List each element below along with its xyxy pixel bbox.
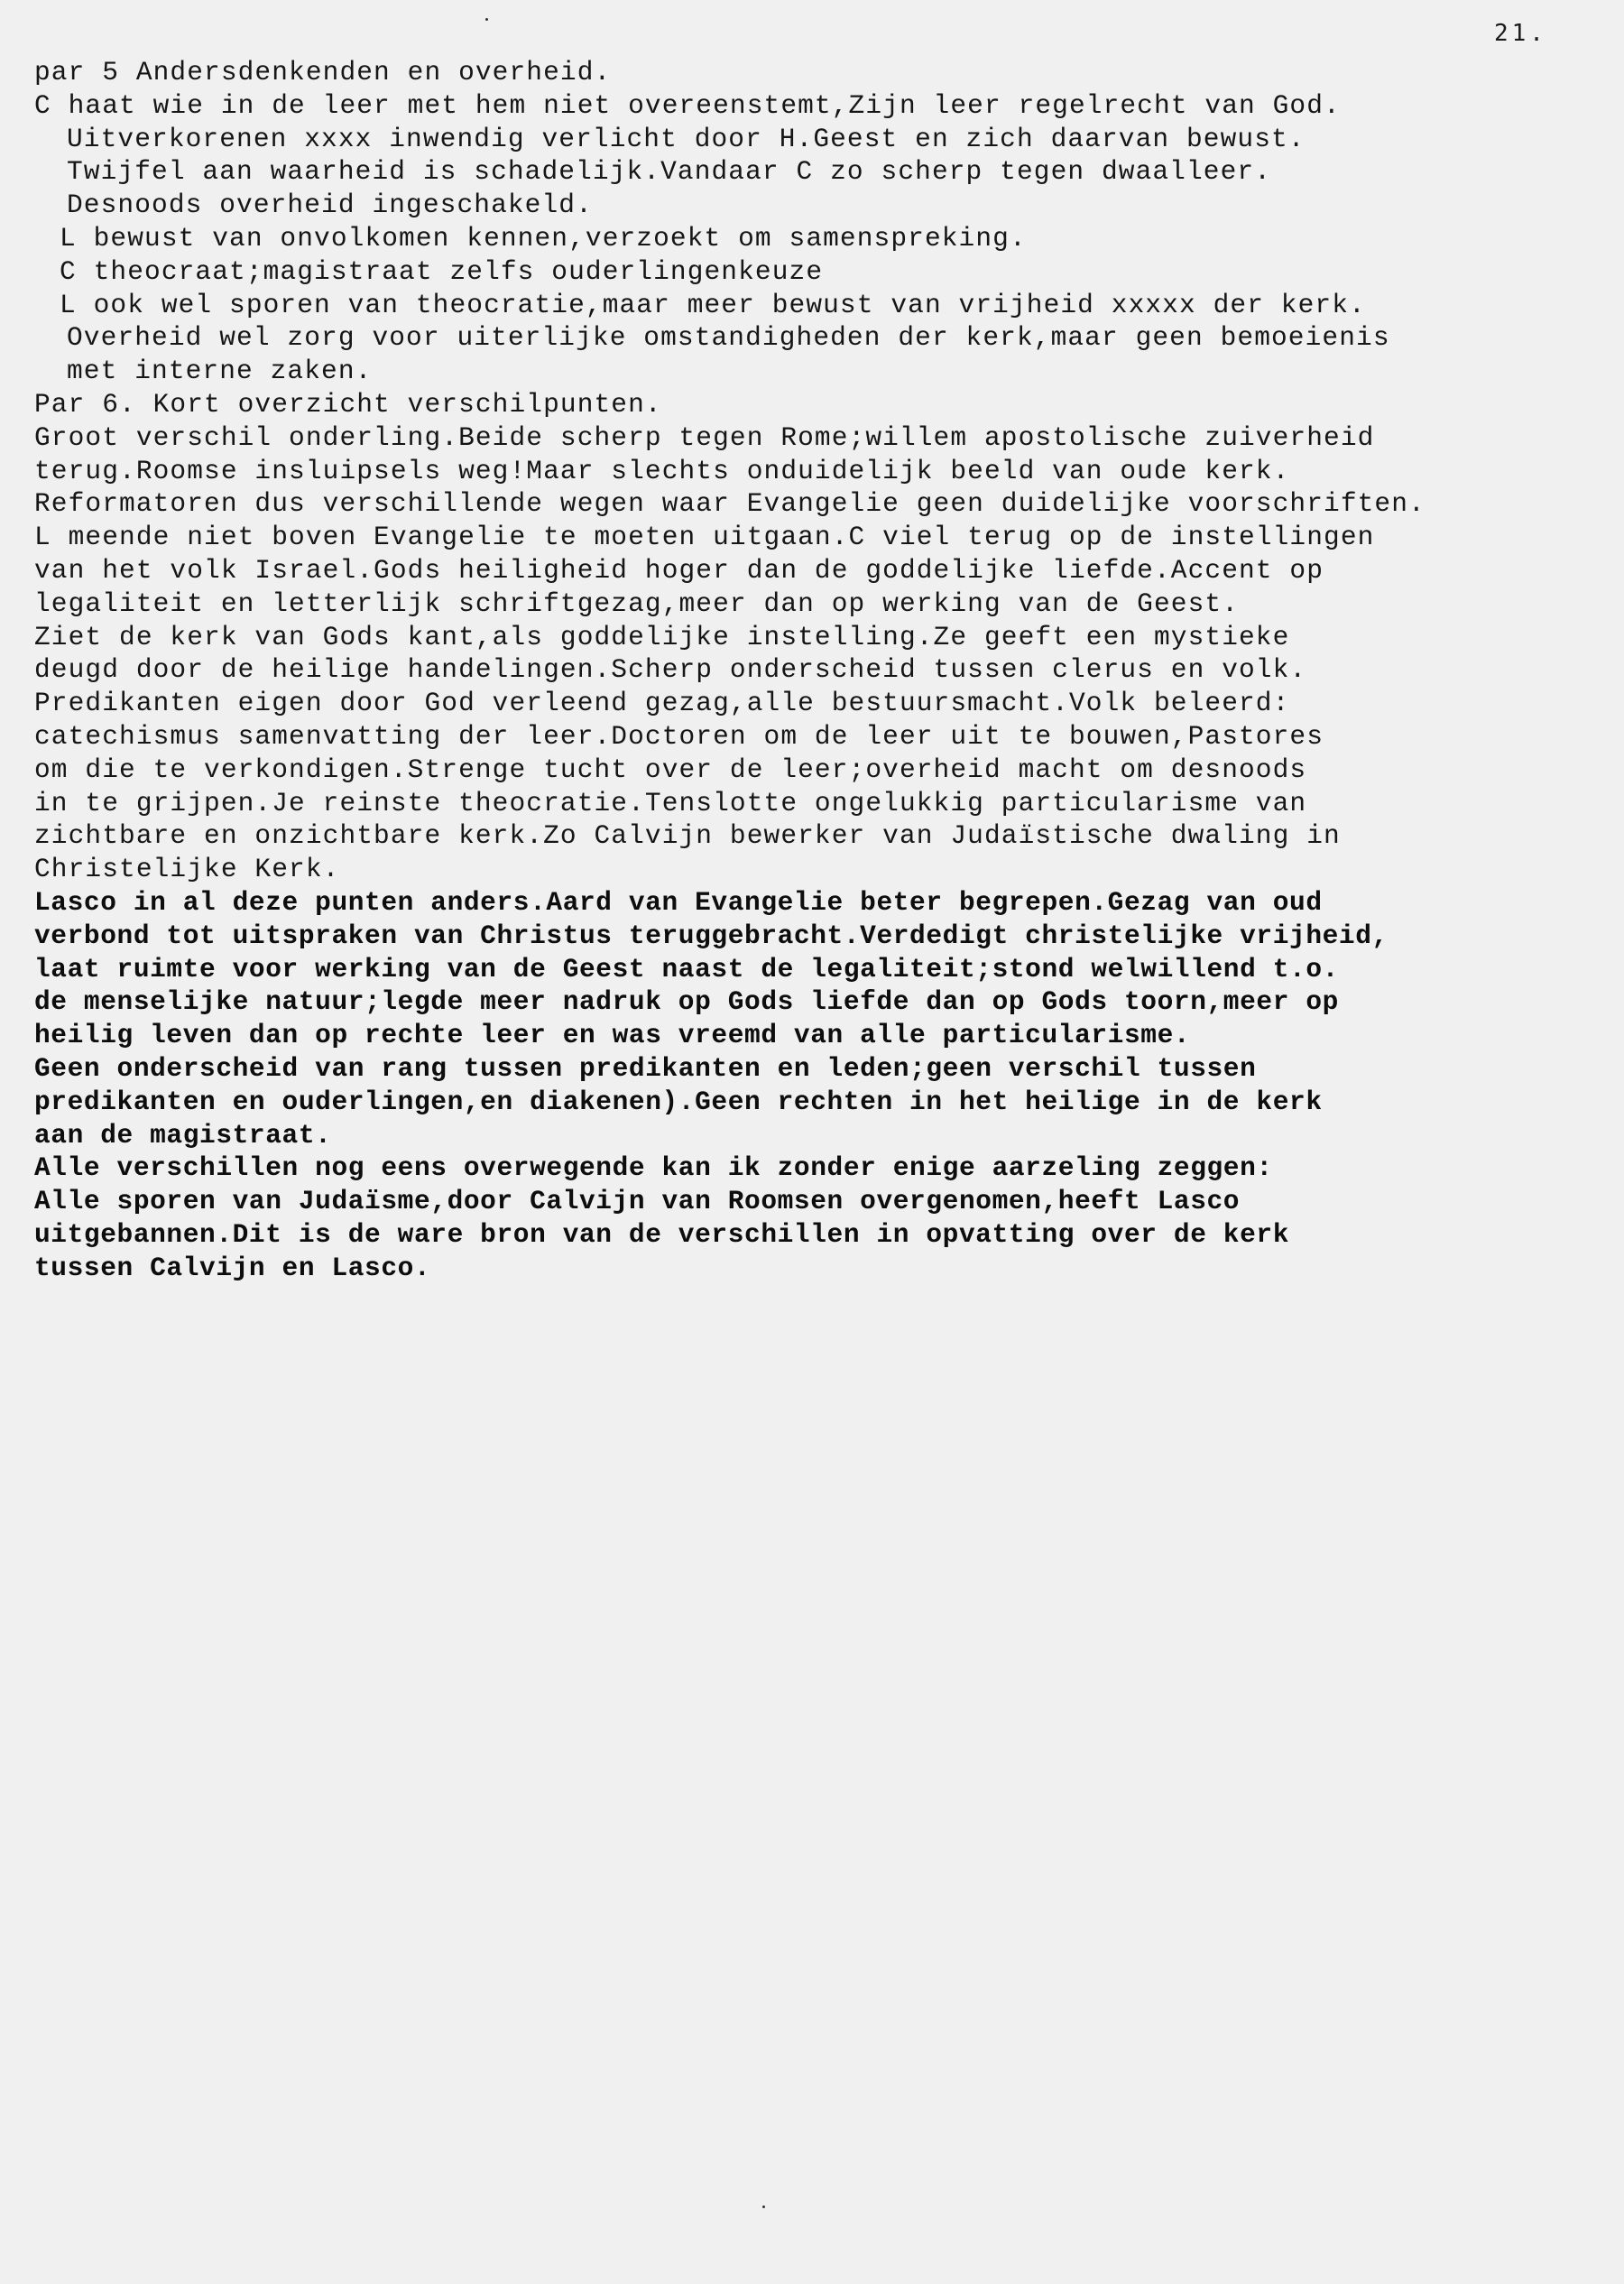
text-line: Predikanten eigen door God verleend gezag,alle bestuursmacht.Volk beleerd: bbox=[34, 688, 1290, 719]
page-number: 21. bbox=[1494, 20, 1547, 47]
text-line: Uitverkorenen xxxx inwendig verlicht door H.Geest en zich daarvan bewust. bbox=[67, 123, 1306, 154]
text-line: legaliteit en letterlijk schriftgezag,meer dan op werking van de Geest. bbox=[34, 587, 1240, 619]
text-line: van het volk Israel.Gods heiligheid hoger dan de goddelijke liefde.Accent op bbox=[34, 554, 1324, 586]
text-line: L meende niet boven Evangelie te moeten uitgaan.C viel terug op de instellingen bbox=[34, 522, 1375, 553]
text-line: Overheid wel zorg voor uiterlijke omstandigheden der kerk,maar geen bemoeienis bbox=[67, 322, 1390, 354]
text-line: deugd door de heilige handelingen.Scherp onderscheid tussen clerus en volk. bbox=[34, 654, 1307, 686]
section-heading: Par 6. Kort overzicht verschilpunten. bbox=[34, 388, 662, 420]
text-line: met interne zaken. bbox=[67, 356, 373, 387]
text-line: tussen Calvijn en Lasco. bbox=[34, 1252, 431, 1283]
text-line: Groot verschil onderling.Beide scherp tegen Rome;willem apostolische zuiverheid bbox=[34, 421, 1375, 453]
paper-speck bbox=[762, 2205, 765, 2208]
text-line: Geen onderscheid van rang tussen predikanten en leden;geen verschil tussen bbox=[34, 1052, 1257, 1084]
text-line: Lasco in al deze punten anders.Aard van Evangelie beter begrepen.Gezag van oud bbox=[34, 886, 1323, 918]
section-heading: par 5 Andersdenkenden en overheid. bbox=[34, 57, 612, 88]
text-line: Alle sporen van Judaïsme,door Calvijn van Roomsen overgenomen,heeft Lasco bbox=[34, 1186, 1241, 1217]
text-line: catechismus samenvatting der leer.Doctoren om de leer uit te bouwen,Pastores bbox=[34, 720, 1324, 752]
text-line: C haat wie in de leer met hem niet overeenstemt,Zijn leer regelrecht van God. bbox=[34, 89, 1341, 121]
text-line: L ook wel sporen van theocratie,maar meer bewust van vrijheid xxxxx der kerk. bbox=[60, 289, 1366, 320]
body-text bbox=[34, 56, 1604, 1284]
text-line: Ziet de kerk van Gods kant,als goddelijke instelling.Ze geeft een mystieke bbox=[34, 621, 1290, 652]
text-line: Desnoods overheid ingeschakeld. bbox=[67, 190, 593, 221]
paper-speck bbox=[485, 18, 488, 21]
text-line: in te grijpen.Je reinste theocratie.Tenslotte ongelukkig particularisme van bbox=[34, 787, 1307, 818]
text-line: predikanten en ouderlingen,en diakenen).Geen rechten in het heilige in de kerk bbox=[34, 1086, 1323, 1117]
text-line: uitgebannen.Dit is de ware bron van de verschillen in opvatting over de kerk bbox=[34, 1218, 1290, 1250]
text-line: Christelijke Kerk. bbox=[34, 854, 340, 885]
text-line: laat ruimte voor werking van de Geest naast de legaliteit;stond welwillend t.o. bbox=[34, 953, 1339, 985]
text-line: verbond tot uitspraken van Christus teruggebracht.Verdedigt christelijke vrijheid, bbox=[34, 920, 1389, 951]
text-line: terug.Roomse insluipsels weg!Maar slechts onduidelijk beeld van oude kerk. bbox=[34, 455, 1290, 486]
text-line: aan de magistraat. bbox=[34, 1119, 332, 1151]
text-line: Alle verschillen nog eens overwegende kan ik zonder enige aarzeling zeggen: bbox=[34, 1152, 1273, 1184]
text-line: C theocraat;magistraat zelfs ouderlingenkeuze bbox=[60, 255, 824, 287]
text-line: heilig leven dan op rechte leer en was vreemd van alle particularisme. bbox=[34, 1020, 1191, 1051]
text-line: om die te verkondigen.Strenge tucht over de leer;overheid macht om desnoods bbox=[34, 754, 1307, 785]
text-line: Twijfel aan waarheid is schadelijk.Vandaar C zo scherp tegen dwaalleer. bbox=[67, 156, 1272, 188]
text-line: L bewust van onvolkomen kennen,verzoekt om samenspreking. bbox=[60, 222, 1027, 254]
text-line: de menselijke natuur;legde meer nadruk op Gods liefde dan op Gods toorn,meer op bbox=[34, 986, 1339, 1018]
text-line: zichtbare en onzichtbare kerk.Zo Calvijn bewerker van Judaïstische dwaling in bbox=[34, 820, 1341, 852]
text-line: Reformatoren dus verschillende wegen waar Evangelie geen duidelijke voorschriften. bbox=[34, 488, 1426, 520]
